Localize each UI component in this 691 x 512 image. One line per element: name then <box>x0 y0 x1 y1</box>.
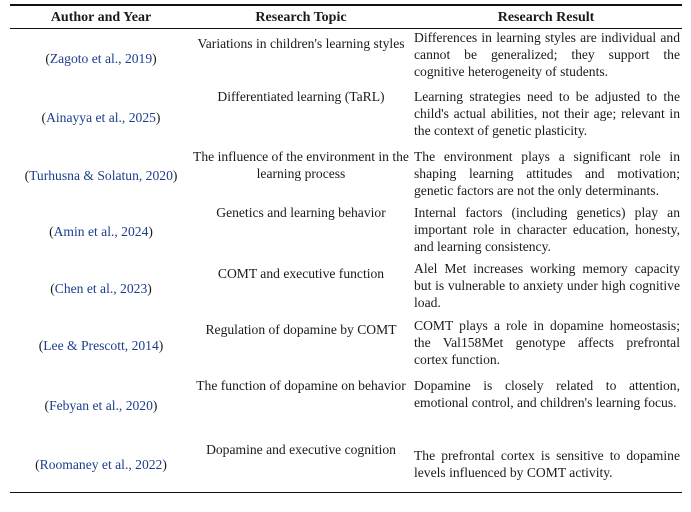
header-research-topic: Research Topic <box>192 5 410 29</box>
table-row <box>10 29 682 88</box>
table-row <box>10 437 682 493</box>
author-cell[interactable]: (Amin et al., 2024) <box>49 224 153 239</box>
result-cell: Differences in learning styles are individual and cannot be generalized; they support the cognitive heterogeneity of students. <box>414 30 680 79</box>
literature-review-table <box>10 4 682 493</box>
author-cell[interactable]: (Lee & Prescott, 2014) <box>38 338 164 353</box>
citation-link[interactable]: Lee & Prescott, 2014 <box>43 338 159 353</box>
topic-cell: The function of dopamine on behavior <box>196 377 406 393</box>
citation-link[interactable]: Zagoto et al., 2019 <box>49 50 153 66</box>
topic-cell: Variations in children's learning styles <box>197 36 405 51</box>
result-cell: COMT plays a role in dopamine homeostasis; the Val158Met genotype affects prefrontal cortex function. <box>414 317 680 367</box>
topic-cell: The influence of the environment in the learning process <box>193 148 409 181</box>
result-cell: Learning strategies need to be adjusted to the child's actual abilities, not their age; relevant in the context of genetic plasticity. <box>414 88 680 138</box>
topic-cell: Genetics and learning behavior <box>216 204 386 220</box>
citation-link[interactable]: Amin et al., 2024 <box>53 224 149 239</box>
header-research-result: Research Result <box>410 5 682 29</box>
result-cell: The prefrontal cortex is sensitive to dopamine levels influenced by COMT activity. <box>410 437 682 493</box>
table-header-row <box>10 5 682 29</box>
table-row <box>10 317 682 375</box>
table-row <box>10 148 682 204</box>
topic-cell: Dopamine and executive cognition <box>192 437 410 493</box>
author-cell[interactable]: (Ainayya et al., 2025) <box>41 110 161 125</box>
result-cell: The environment plays a significant role in shaping learning attitudes and motivation; genetic factors are not the only determinants. <box>414 148 680 198</box>
author-cell[interactable]: (Febyan et al., 2020) <box>44 398 158 413</box>
citation-link[interactable]: Ainayya et al., 2025 <box>46 110 156 125</box>
result-cell: Internal factors (including genetics) play an important role in character education, honesty, and learning consistency. <box>414 204 680 254</box>
header-author-and-year: Author and Year <box>10 5 192 29</box>
author-cell[interactable]: (Turhusna & Solatun, 2020) <box>24 168 178 183</box>
table-row <box>10 204 682 260</box>
result-cell: Alel Met increases working memory capacity but is vulnerable to anxiety under high cognitive load. <box>414 260 680 310</box>
topic-cell: COMT and executive function <box>217 265 385 281</box>
author-cell[interactable]: (Zagoto et al., 2019) <box>45 50 157 66</box>
author-cell[interactable]: (Roomaney et al., 2022) <box>10 437 192 493</box>
citation-link[interactable]: Chen et al., 2023 <box>54 280 148 296</box>
table-row <box>10 88 682 148</box>
result-cell: Dopamine is closely related to attention, emotional control, and children's learning focus. <box>414 377 680 410</box>
table-row <box>10 375 682 437</box>
topic-cell: Differentiated learning (TaRL) <box>217 88 385 104</box>
citation-link[interactable]: Turhusna & Solatun, 2020 <box>29 168 173 183</box>
author-cell[interactable]: (Chen et al., 2023) <box>50 280 152 296</box>
table-row <box>10 260 682 317</box>
citation-link[interactable]: Roomaney et al., 2022 <box>39 456 163 472</box>
citation-link[interactable]: Febyan et al., 2020 <box>49 398 153 413</box>
topic-cell: Regulation of dopamine by COMT <box>205 321 397 337</box>
